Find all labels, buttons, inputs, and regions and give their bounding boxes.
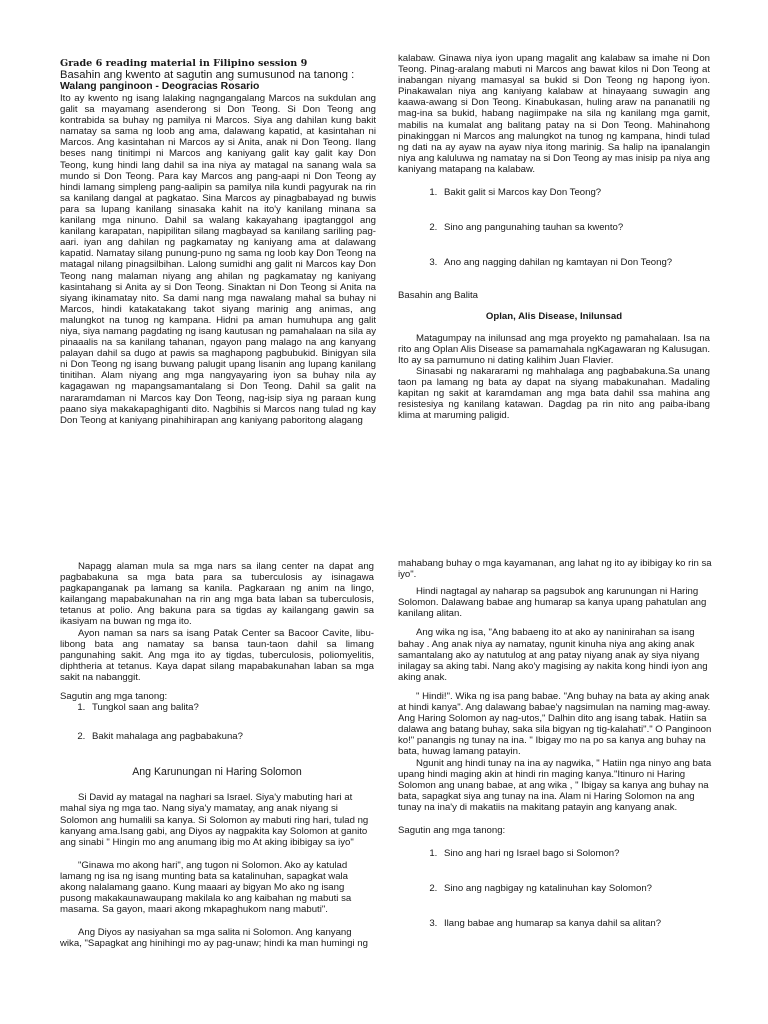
- story2-paragraph: Si David ay matagal na naghari sa Israel. Siya'y mabuting hari at mahal siya ng mga tao. Nang siya'y mamatay, ang anak niyang si Solomon ang humalili sa kanya. Si Solomon ay mabuti ring hari, tulad ng kanyang ama.Isang gabi, ang Diyos ay nagpakita kay Solomon at ganito ang sinabi " Hingin mo ang anumang ibig mo At aking ibibigay sa iyo": [60, 792, 369, 848]
- question-item: 1. Tungkol saan ang balita?: [88, 702, 374, 713]
- story-continuation: kalabaw. Ginawa niya iyon upang magalit ang kalabaw sa imahe ni Don Teong. Pinag-aralang mabuti ni Marcos ang bawat kilos ni Don Teong at inabangan niyang mamasyal sa bukid si Don Teong ng hapong iyon. Pinakawalan niya ang kaniyang kalabaw at hinayaang suwagin ang kaawa-awang si Don Teong. Kinabukasan, huling araw na pananatili ng mag-ina sa bukid, habang nagiimpake na sila ng kanilang mga gamit, mabilis na kumalat ang balitang patay na si Don Teong. Mahinahong pinakinggan ni Marcos ang malungkot na tunog ng kampana, hindi tulad ng dati na ay ayaw na ayaw niya itong marinig. Sa halip na ipanalangin niya ang kaluluwa ng namatay na si Don Teong ay mas inisip pa niya ang kaniyang matapang na kalabaw.: [398, 53, 710, 175]
- bottom-right-column: [398, 558, 712, 929]
- bottom-left-column: [60, 561, 374, 949]
- question-item: 2. Bakit mahalaga ang pagbabakuna?: [88, 731, 374, 742]
- reading-instruction: Basahin ang kwento at sagutin ang sumusunod na tanong :: [60, 69, 355, 81]
- news-paragraph: Sinasabi ng nakararami ng mahhalaga ang pagbabakuna.Sa unang taon pa lamang ng bata ay dapat na siyang mabakunahan. Madaling kapitan ng sakit at karamdaman ang mga bata dahil ssa mahina ang resistesiya ng kanilang katawan. Dagdag pa rin nito ang paiba-ibang klima at maruming paligid.: [398, 365, 710, 422]
- story2-questions: [398, 848, 712, 929]
- question-item: 1. Sino ang hari ng Israel bago si Solomon?: [440, 848, 712, 859]
- question-item: 3. Ilang babae ang humarap sa kanya dahil sa alitan?: [440, 918, 712, 929]
- story-body: Ito ay kwento ng isang lalaking nagngangalang Marcos na sukdulan ang galit sa mayamang asenderong si Don Teong. Si Don Teong ang kontrabida sa buhay ng pamilya ni Marcos. Siya ang dahilan kung bakit namatay sa sama ng loob ang ama, dalawang kapatid, at kasintahan ni Marcos. Ang kasintahan ni Marcos ay si Anita, anak ni Don Teong. Ilang beses nang tinitimpi ni Marcos ang kaniyang galit kay galit kay Don Teong, kung hindi lang dahil sa ina niya ay matagal na sanang wala sa mundo si Don Teong. Para kay Marcos ang pang-aapi ni Don Teong ay hindi lamang simpleng pang-aalipin sa pamilya nila kundi pagyurak na rin sa kanilang dangal at pagkatao. Sina Marcos ay pinagbabayad ng buwis para sa lupang kanilang sinasaka kahit na ito'y kanilang minana sa kanilang mga ninuno. Dahil sa walang kakayahang ipagtanggol ang kanilang karapatan, napipilitan silang magbayad sa kanilang sariling pag-aari. iyan ang dahilan ng pagkamatay ng kaniyang ama at dalawang kapatid. Namatay silang punung-puno ng sama ng loob kay Don Teong na matagal nilang pinagsilbihan. Lalong sumidhi ang galit ni Marcos kay Don Teong nang malaman niyang ang ahilan ng pagkamatay ng kaniyang kasintahang si Anita ay si Don Teong. Sinaktan ni Don Teong si Anita na siyang ikinamatay nito. Sa dami nang mga nawalang mahal sa buhay ni Marcos, hindi katakatakang takot siyang marinig ang animas, ang malungkot na tunog ng kampana. Hidni pa aman humuhupa ang galit niya, siya namang pagdating ng isang kautusan ng pamahalaan na sila ay pinaaalis na sa kanilang tahanan, ngayon pang malago na ang kanyang palayan dahil sa dugo at pawis sa maghapong pagbubukid. Binigyan sila ni Don Teong ng isang buwang palugit upang lisanin ang lupang kanilang tinitihan. Alam niyang ang mga nangyayaring iyon sa buhay nila ay kagagawan ng mapangsamantalang si Don Teong. Dahil sa galit na nararamdaman ni Marcos kay Don Teong, nag-isip siya ng paraan kung paano siya makakapaghiganti dito. Nagbihis si Marcos nang tulad ng kay Don Teong at kaniyang pinahihirapan ang kaniyang paboritong alagang: [60, 93, 376, 426]
- question-item: 3. Ano ang nagging dahilan ng kamtayan ni Don Teong?: [440, 257, 710, 268]
- document-title: Grade 6 reading material in Filipino session 9: [60, 58, 308, 69]
- news-paragraph: Ayon naman sa nars sa isang Patak Center sa Bacoor Cavite, libu-libong bata ang namatay sa bansa taun-taon dahil sa limang pangunahing sakit. Ang mga ito ay tigdas, tuberculosis, poliomyelitis, diphtheria at tetanus. Kaya dapat silang mapabakunahan laban sa mga sakit na nabanggit.: [60, 627, 374, 683]
- questions-label: Sagutin ang mga tanong:: [398, 824, 506, 836]
- top-right-column: [398, 53, 710, 421]
- news-paragraph: Matagumpay na inilunsad ang mga proyekto ng pamahalaan. Isa na rito ang Oplan Alis Disease sa pamamahala ngKagawaran ng Kalusugan. Ito ay sa pamumuno ni dating kalihim Juan Flavier.: [398, 332, 710, 366]
- story2-continuation: mahabang buhay o mga kayamanan, ang lahat ng ito ay ibibigay ko rin sa iyo".: [398, 558, 712, 581]
- story2-paragraph: "Ginawa mo akong hari", ang tugon ni Solomon. Ako ay katulad lamang ng isa ng isang munting bata sa katalinuhan, sapagkat wala akong nalalamang gaano. Kung maaari ay bigyan Mo ako ng isang pusong makakaunawaupang makilala ko ang kaibahan ng mabuti sa masama. Sa gayon, maari akong mkapaghukom nang mabuti".: [60, 859, 352, 916]
- question-item: 2. Sino ang nagbigay ng katalinuhan kay Solomon?: [440, 883, 712, 894]
- story2-paragraph: Ang Diyos ay nasiyahan sa mga salita ni Solomon. Ang kanyang wika, "Sapagkat ang hinihingi mo ay pag-unaw; hindi ka man humingi ng: [60, 927, 368, 950]
- news-label: Basahin ang Balita: [398, 290, 479, 302]
- questions-label: Sagutin ang mga tanong:: [60, 691, 168, 703]
- story-title: Walang panginoon - Deogracias Rosario: [60, 81, 260, 92]
- news-questions: [60, 702, 374, 742]
- story2-title: Ang Karunungan ni Haring Solomon: [132, 766, 302, 779]
- story2-paragraph: Ngunit ang hindi tunay na ina ay nagwika, " Hatiin nga ninyo ang bata upang hindi maging akin at hindi rin maging kanya."Itinuro ni Haring Solomon ang unang babae, at ang wika , " Ibigay sa kanya ang buhay na bata, sapagkat siya ang tunay na ina. Alam ni Haring Solomon na ang tunay na ina'y di makatiis na makitang patayin ang kanyang anak.: [398, 757, 712, 813]
- question-item: 1. Bakit galit si Marcos kay Don Teong?: [440, 187, 710, 198]
- story-questions: [398, 187, 710, 268]
- story2-paragraph: Hindi nagtagal ay naharap sa pagsubok ang karunungan ni Haring Solomon. Dalawang babae ang humarap sa kanya upang pahatulan ang kanilang alitan.: [398, 586, 707, 620]
- story2-paragraph: Ang wika ng isa, "Ang babaeng ito at ako ay naninirahan sa isang bahay . Ang anak niya ay namatay, ngunit kinuha niya ang aking anak samantalang ako ay natutulog at ang patay niyang anak ay siya niyang inilagay sa aking tabi. Nang ako'y magising ay nakita kong hindi iyon ang aking anak.: [398, 627, 708, 683]
- top-left-column: [60, 58, 376, 426]
- question-item: 2. Sino ang pangunahing tauhan sa kwento?: [440, 222, 710, 233]
- story2-paragraph: " Hindi!". Wika ng isa pang babae. "Ang buhay na bata ay aking anak at hindi kanya". Ang dalawang babae'y nagsimulan na naming mag-away. Ang Haring Solomon ay nag-utos," Dalhin dito ang isang tabak. Hatiin sa dalawa ang batang buhay, saka sila bigyan ng tig-kalahati"." O Panginoon ko!" panangis ng tunay na ina. " Ibigay mo na po sa kanya ang buhay na bata, huwag lamang patayin.: [398, 690, 712, 758]
- news-title: Oplan, Alis Disease, Inilunsad: [485, 311, 623, 323]
- news-paragraph: Napagg alaman mula sa mga nars sa ilang center na dapat ang pagbabakuna sa mga bata para sa tuberculosis ay isinagawa pagkapanganak pa lamang sa kanila. Pagkaraan ng anim na lingo, kailangang mapabakunahan na rin ang mga bata laban sa tuberculosis, tetanus at polio. Ang bakuna para sa tigdas ay kailangang gawin sa ikasiyam na buwan ng mga ito.: [60, 561, 374, 628]
